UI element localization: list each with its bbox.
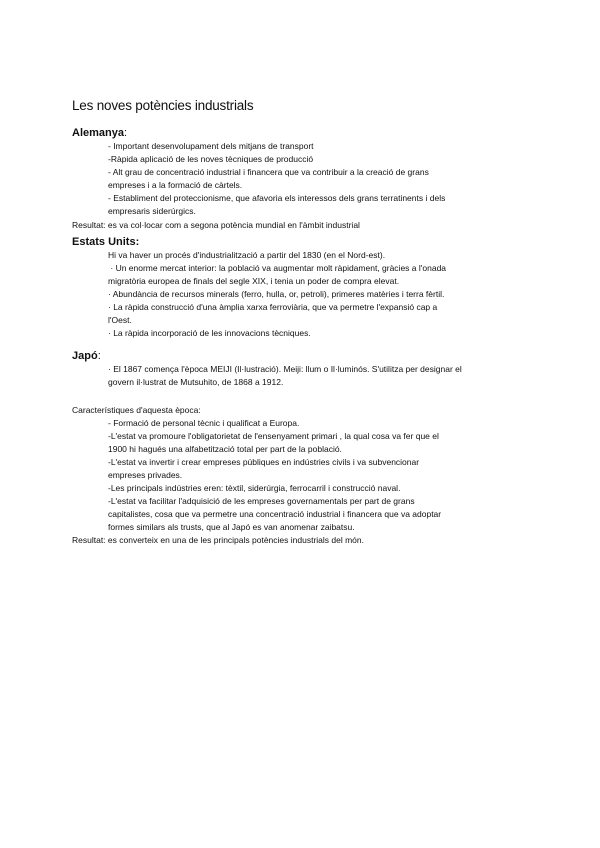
section-heading-japo <box>72 350 532 363</box>
list-item: · Un enorme mercat interior: la població va augmentar molt ràpidament, gràcies a l'onada migratòria europea de finals del segle XIX, i tenia un poder de compra elevat. <box>108 262 447 286</box>
section-japo <box>72 350 532 389</box>
result-caracteristiques: Resultat: es converteix en una de les principals potències industrials del món. <box>72 535 364 546</box>
section-heading-caracteristiques: Característiques d'aquesta època: <box>72 404 201 415</box>
page-title: Les noves potències industrials <box>72 98 254 113</box>
list-item: · La ràpida construcció d'una àmplia xarxa ferroviària, que va permetre l'expansió cap a l'Oest. <box>108 302 438 326</box>
section-heading-estats-units-text: Estats Units: <box>72 235 140 248</box>
list-item: -L'estat va facilitar l'adquisició de les empreses governamentals per part de grans capitalistes, cosa que va permetre una concentració industrial i financera que va adoptar formes similars als trusts, que al Japó es van anomenar zaibatsu. <box>108 496 442 533</box>
list-item: -L'estat va promoure l'obligatorietat de l'ensenyament primari , la qual cosa va fer que el 1900 hi hagués una alfabetització total per part de la població. <box>108 430 439 454</box>
list-item: - Important desenvolupament dels mitjans de transport <box>108 141 314 151</box>
list-item: - Establiment del proteccionisme, que afavoria els interessos dels grans terratinents i dels empresaris siderúrgics. <box>108 193 446 217</box>
list-item: · La ràpida incorporació de les innovacions tècniques. <box>108 328 311 339</box>
section-estats-units <box>72 236 532 341</box>
section-heading-alemanya <box>72 127 532 140</box>
section-heading-japo-text: Japó <box>72 350 98 363</box>
section-caracteristiques <box>72 404 532 548</box>
list-item: Hi va haver un procés d'industrialització a partir del 1830 (en el Nord-est). <box>108 249 386 260</box>
list-item: · El 1867 comença l'època MEIJI (Il·lustració). Meiji: llum o Il·luminós. S'utilitza per designar el govern il·lustrat de Mutsuhito, de 1868 a 1912. <box>108 364 462 388</box>
document-page <box>72 98 532 548</box>
section-heading-japo-suffix: : <box>97 350 101 363</box>
list-item: -L'estat va invertir i crear empreses públiques en indústries civils i va subvencionar empreses privades. <box>108 456 420 480</box>
section-alemanya <box>72 127 532 232</box>
result-alemanya: Resultat: es va col·locar com a segona potència mundial en l'àmbit industrial <box>72 219 360 230</box>
section-heading-alemanya-suffix: : <box>123 127 128 139</box>
list-item: - Alt grau de concentració industrial i financera que va contribuir a la creació de grans empreses i a la formació de càrtels. <box>108 167 429 191</box>
section-heading-estats-units <box>72 236 532 249</box>
list-item: · Abundància de recursos minerals (ferro, hulla, or, petroli), primeres matèries i terra fèrtil. <box>108 288 445 299</box>
section-heading-alemanya-text: Alemanya <box>72 127 124 139</box>
list-item: - Formació de personal tècnic i qualificat a Europa. <box>108 417 300 428</box>
list-item: -Les principals indústries eren: tèxtil, siderúrgia, ferrocarril i construcció naval. <box>108 483 401 494</box>
list-item: -Ràpida aplicació de les noves tècniques de producció <box>108 154 314 165</box>
